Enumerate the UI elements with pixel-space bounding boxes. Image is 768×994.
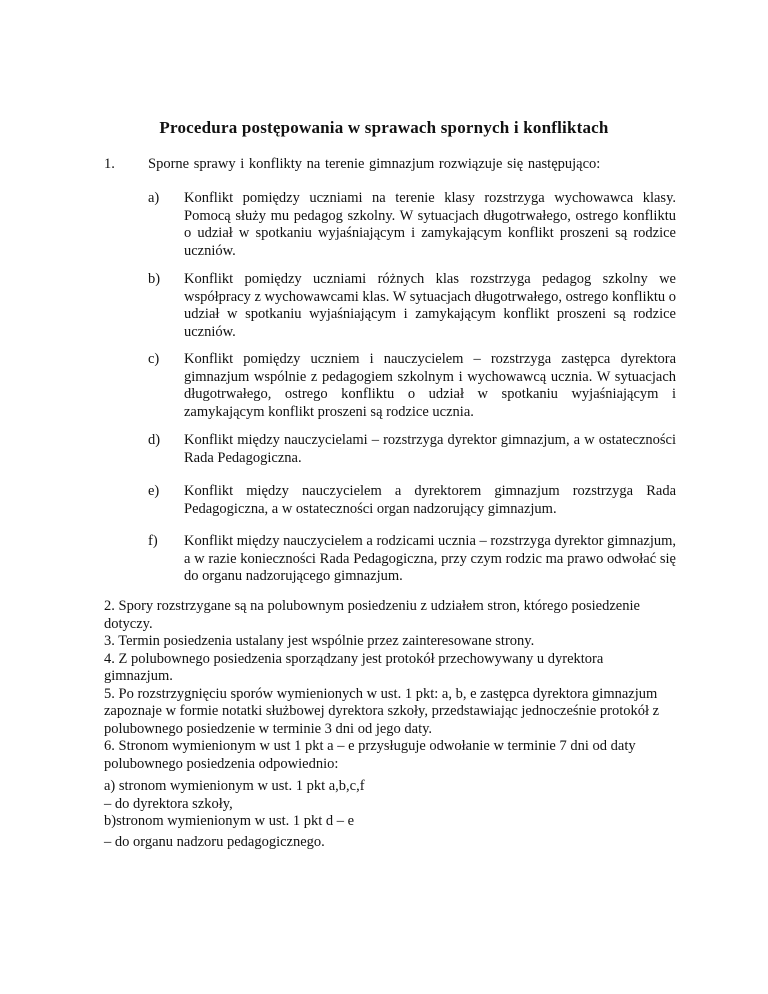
section-intro: Sporne sprawy i konflikty na terenie gimnazjum rozwiązuje się następująco:: [148, 156, 601, 172]
point-paragraph: 6. Stronom wymienionym w ust 1 pkt a – e przysługuje odwołanie w terminie 7 dni od daty polubownego posiedzenia odpowiednio:: [104, 738, 636, 772]
list-item: [148, 190, 676, 260]
points-block: [104, 598, 674, 773]
appeal-line: a) stronom wymienionym w ust. 1 pkt a,b,c,f: [104, 778, 365, 794]
document-title: Procedura postępowania w sprawach spornych i konfliktach: [159, 118, 609, 137]
list-item: [148, 271, 676, 341]
list-item: [148, 432, 676, 467]
list-item-label: e): [148, 483, 160, 499]
list-item-label: d): [148, 432, 161, 448]
list-item-text: Konflikt pomiędzy uczniem i nauczycielem – rozstrzyga zastępca dyrektora gimnazjum wspólnie z pedagogiem szkolnym i wychowawcą ucznia. W sytuacjach długotrwałego, ostrego konfliktu o udział w spotkaniu wyjaśniającym i zamykającym konflikt proszeni są rodzice ucznia.: [184, 351, 676, 420]
list-item-text: Konflikt między nauczycielami – rozstrzyga dyrektor gimnazjum, a w ostateczności Rada Pedagogiczna.: [184, 432, 676, 466]
final-line-text: – do organu nadzoru pedagogicznego.: [104, 834, 325, 850]
point-paragraph: 4. Z polubownego posiedzenia sporządzany jest protokół przechowywany u dyrektora gimnazjum.: [104, 650, 604, 684]
list-item-text: Konflikt pomiędzy uczniami różnych klas rozstrzyga pedagog szkolny we współpracy z wychowawcami klas. W sytuacjach długotrwałego, ostrego konfliktu o udział w spotkaniu wyjaśniającym i zamykającym konflikt proszeni są rodzice uczniów.: [184, 271, 676, 340]
list-item: [148, 533, 676, 586]
list-item-text: Konflikt między nauczycielem a rodzicami ucznia – rozstrzyga dyrektor gimnazjum, a w razie konieczności Rada Pedagogiczna, przy czym rodzic ma prawo odwołać się do organu nadzorującego gimnazjum.: [184, 533, 677, 584]
list-item-label: f): [148, 533, 158, 549]
appeal-line: – do dyrektora szkoły,: [104, 795, 233, 812]
point-paragraph: 2. Spory rozstrzygane są na polubownym posiedzeniu z udziałem stron, którego posiedzenie dotyczy.: [104, 598, 640, 632]
appeals-block: [104, 778, 674, 831]
final-line: [104, 834, 674, 852]
list-item: [148, 483, 676, 518]
list-item-label: a): [148, 190, 160, 206]
list-item: [148, 351, 676, 421]
list-item-label: b): [148, 271, 161, 287]
point-paragraph: 3. Termin posiedzenia ustalany jest wspólnie przez zainteresowane strony.: [104, 633, 535, 649]
list-item-text: Konflikt między nauczycielem a dyrektorem gimnazjum rozstrzyga Rada Pedagogiczna, a w ostateczności organ nadzorujący gimnazjum.: [184, 483, 676, 517]
list-item-text: Konflikt pomiędzy uczniami na terenie klasy rozstrzyga wychowawca klasy. Pomocą służy mu pedagog szkolny. W sytuacjach długotrwałego, ostrego konfliktu o udział w spotkaniu wyjaśniającym i zamykającym konflikt proszeni są rodzice uczniów.: [184, 190, 676, 259]
list-item-label: c): [148, 351, 160, 367]
section-number: 1.: [104, 156, 115, 172]
point-paragraph: 5. Po rozstrzygnięciu sporów wymienionych w ust. 1 pkt: a, b, e zastępca dyrektora gimnazjum zapoznaje w formie notatki służbowej dyrektora szkoły, przedstawiając jednocześnie protokół z polubownego posiedzenie w terminie 3 dni od jego daty.: [104, 685, 660, 737]
appeal-line: b)stronom wymienionym w ust. 1 pkt d – e: [104, 813, 355, 829]
